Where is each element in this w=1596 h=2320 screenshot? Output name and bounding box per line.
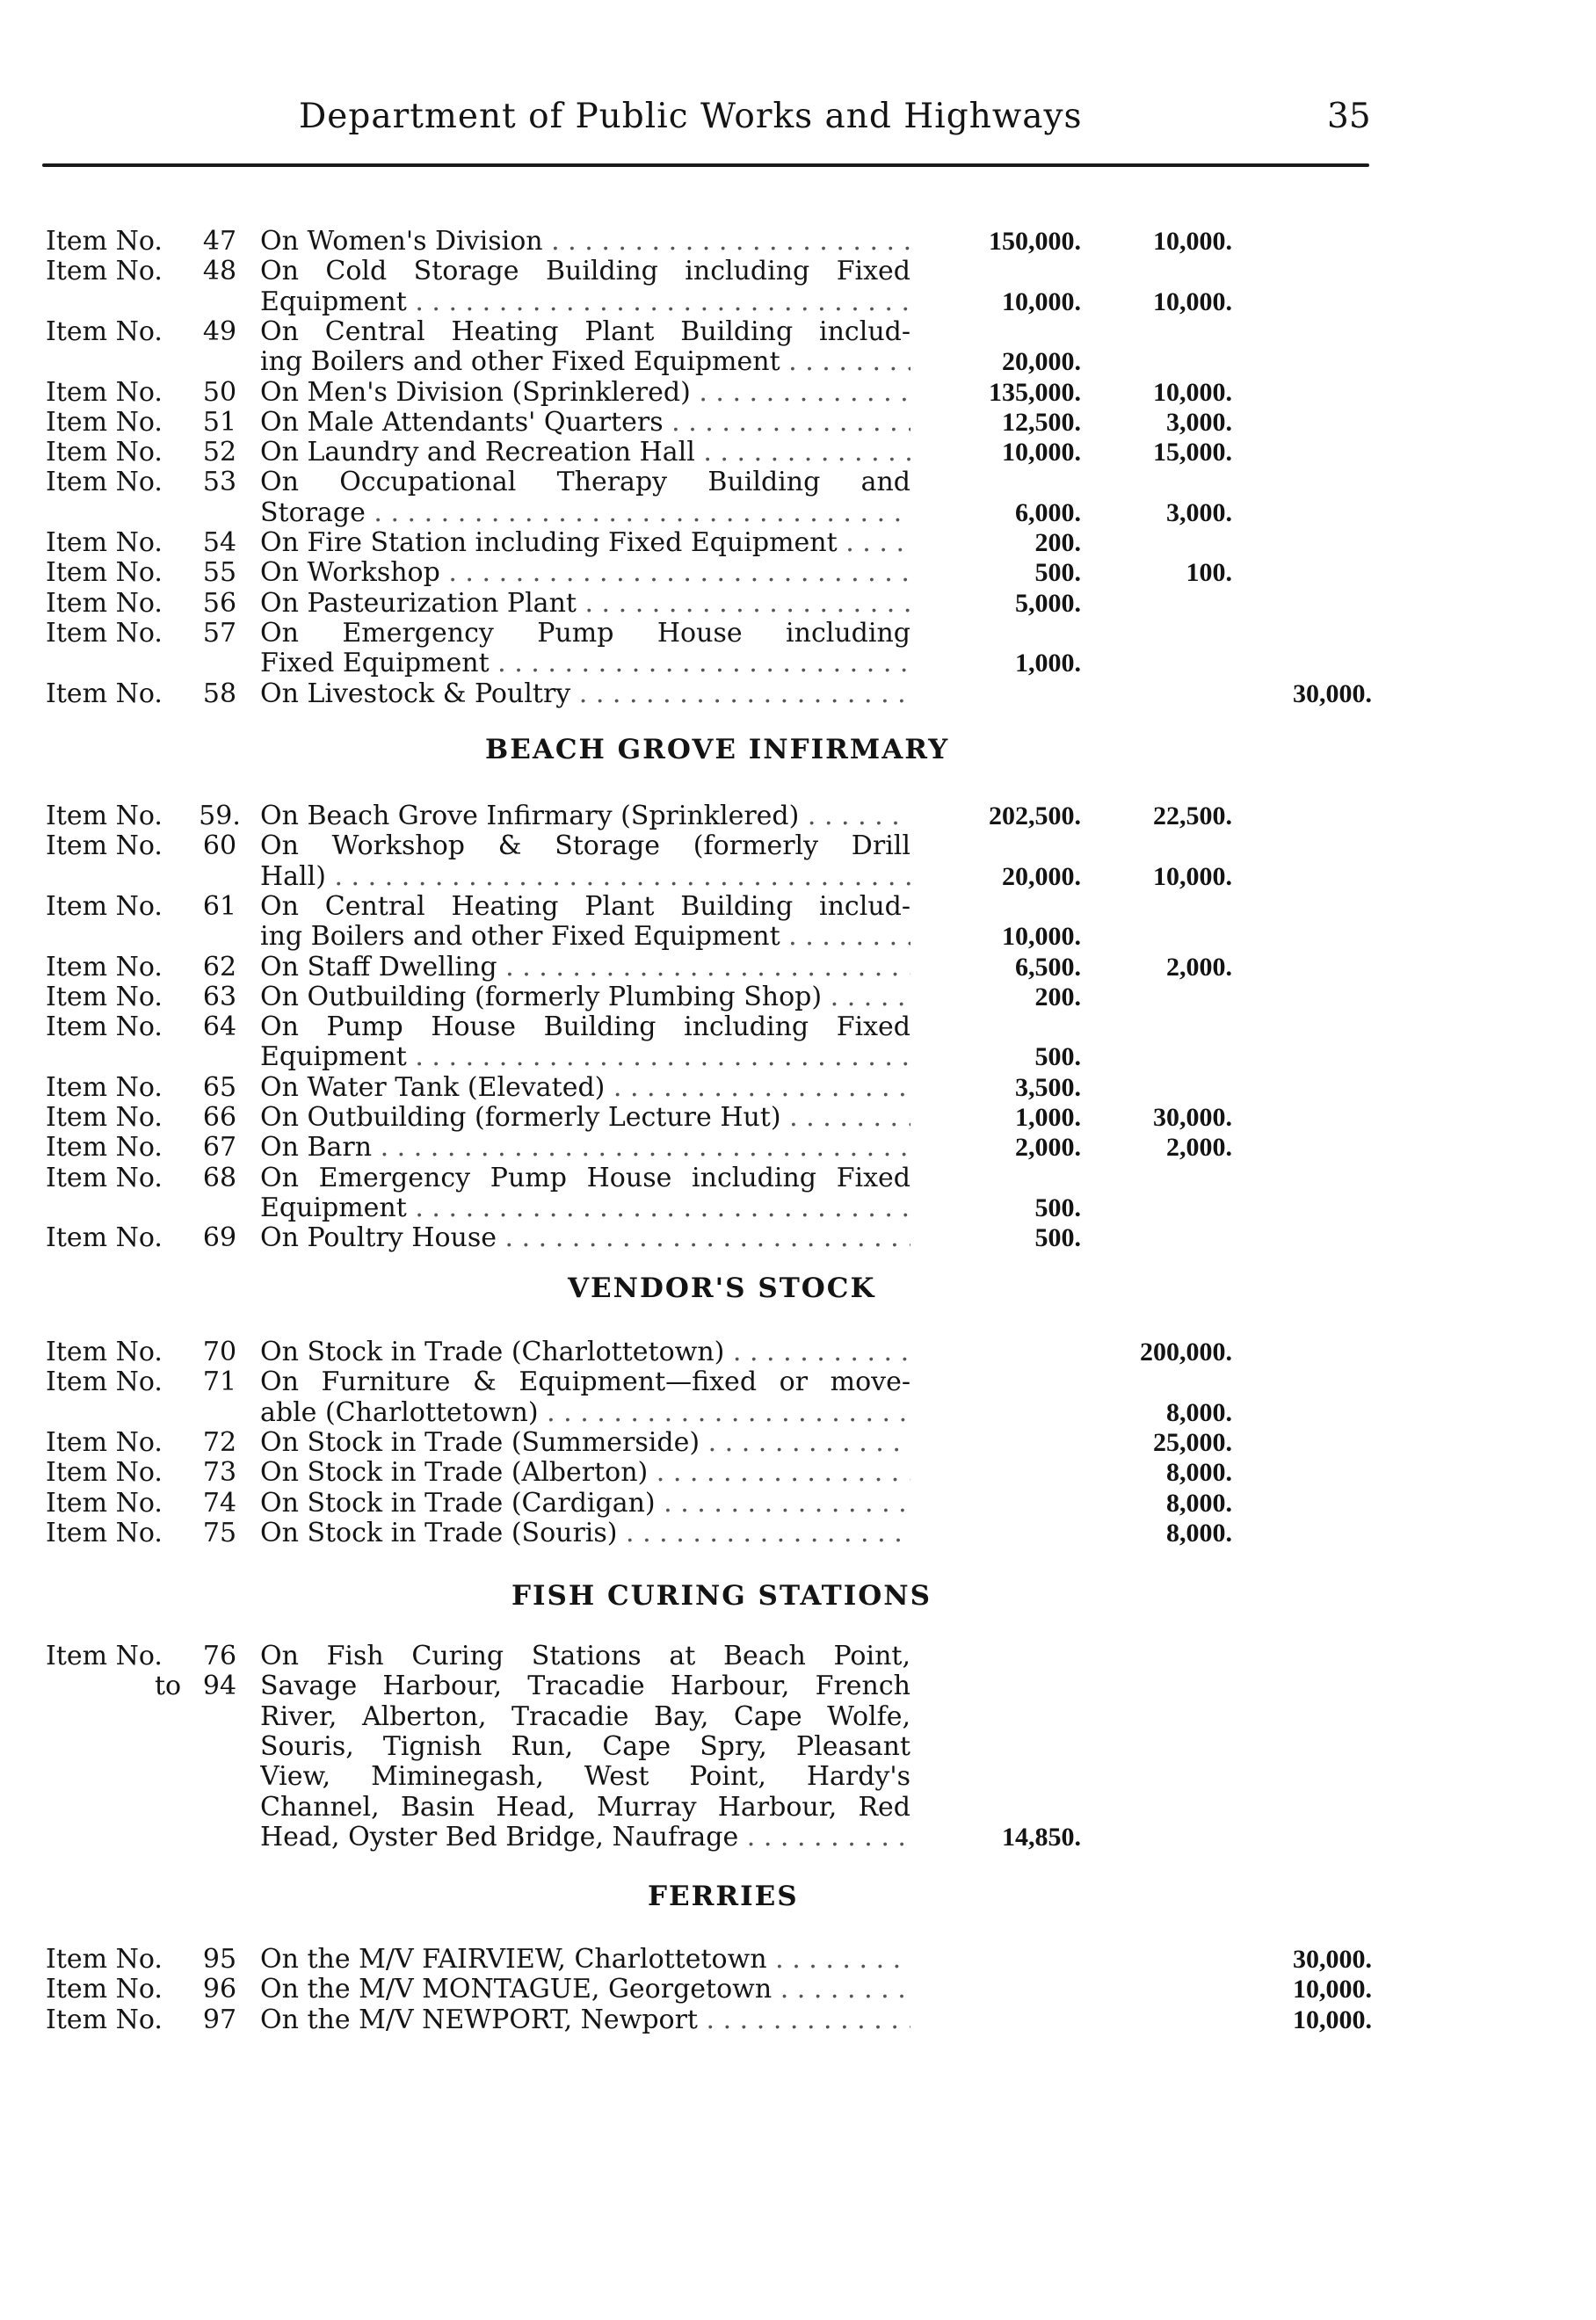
item-label: Item No. <box>46 1337 163 1367</box>
appropriation-row <box>0 982 1596 1012</box>
item-description: Channel, Basin Head, Murray Harbour, Red <box>260 1792 910 1823</box>
item-number: 68 <box>202 1162 237 1193</box>
appropriation-row <box>0 1367 1596 1397</box>
appropriation-row <box>0 1489 1596 1519</box>
item-description: Equipment . . . <box>260 287 910 317</box>
item-description: Souris, Tignish Run, Cape Spry, Pleasant <box>260 1731 910 1762</box>
appropriation-row-continuation <box>0 1732 1596 1762</box>
item-number: 59. <box>199 801 241 831</box>
item-number: 53 <box>202 467 237 498</box>
item-description: On Workshop & Storage (formerly Drill <box>260 831 910 862</box>
item-label: Item No. <box>46 1426 163 1458</box>
appropriation-row <box>0 1428 1596 1458</box>
appropriation-row <box>0 378 1596 408</box>
item-label: Item No. <box>46 801 163 831</box>
amount-c1: 10,000. <box>1002 922 1081 952</box>
amount-c1: 20,000. <box>1002 861 1081 891</box>
amount-c1: 14,850. <box>1002 1822 1081 1852</box>
item-label: Item No. <box>46 830 163 862</box>
amount-c2: 2,000. <box>1166 952 1232 982</box>
item-description: On Women's Division . . . <box>260 227 910 257</box>
item-description: On Stock in Trade (Summerside) . . . <box>260 1428 910 1458</box>
item-description: Equipment . . . <box>260 1042 910 1072</box>
item-label: Item No. <box>46 1974 163 2005</box>
item-description: On Laundry and Recreation Hall . . . <box>260 438 910 468</box>
appropriation-row <box>0 1012 1596 1042</box>
section-heading: BEACH GROVE INFIRMARY <box>485 734 950 765</box>
item-number: 49 <box>202 315 237 347</box>
item-label: Item No. <box>46 557 163 589</box>
item-description: On Occupational Therapy Building and <box>260 468 910 498</box>
appropriation-row <box>0 801 1596 831</box>
appropriation-row-continuation <box>0 1823 1596 1852</box>
item-description: On Stock in Trade (Alberton) . . . <box>260 1458 910 1488</box>
item-description: On Outbuilding (formerly Plumbing Shop) . . . <box>260 982 910 1012</box>
amount-c1: 3,500. <box>1015 1072 1081 1102</box>
item-number: 71 <box>202 1367 237 1398</box>
page-header <box>299 97 1371 149</box>
amount-c1: 10,000. <box>1002 438 1081 468</box>
item-label: Item No. <box>46 315 163 347</box>
item-number: 96 <box>202 1974 237 2005</box>
appropriation-row-continuation <box>0 1702 1596 1732</box>
appropriation-row-continuation <box>0 1042 1596 1072</box>
item-description: On Cold Storage Building including Fixed <box>260 257 910 287</box>
appropriation-row <box>0 679 1596 709</box>
item-label: Item No. <box>46 2004 163 2035</box>
page-title: Department of Public Works and Highways <box>299 97 1083 136</box>
appropriation-row <box>0 1338 1596 1367</box>
item-description: On Poultry House . . . <box>260 1223 910 1253</box>
appropriation-row <box>0 1945 1596 1975</box>
item-label: Item No. <box>46 527 163 558</box>
amount-c1: 500. <box>1034 558 1081 588</box>
amount-c2: 8,000. <box>1166 1518 1232 1548</box>
item-number: 56 <box>202 587 237 619</box>
amount-c2: 8,000. <box>1166 1458 1232 1488</box>
appropriation-row <box>0 528 1596 558</box>
item-description: On Emergency Pump House including <box>260 618 910 649</box>
item-number-end: 94 <box>202 1671 237 1702</box>
item-label: Item No. <box>46 467 163 498</box>
item-description: On Central Heating Plant Building includ- <box>260 316 910 347</box>
appropriation-row-continuation <box>0 922 1596 952</box>
appropriation-row <box>0 953 1596 982</box>
amount-c1: 135,000. <box>989 377 1081 407</box>
item-label: Item No. <box>46 437 163 468</box>
item-description: On Stock in Trade (Cardigan) . . . <box>260 1489 910 1519</box>
item-label: Item No. <box>46 1222 163 1254</box>
item-label: Item No. <box>46 981 163 1012</box>
item-label: Item No. <box>46 678 163 709</box>
amount-c1: 20,000. <box>1002 347 1081 377</box>
amount-c1: 500. <box>1034 1193 1081 1222</box>
amount-c3: 30,000. <box>1293 1945 1372 1974</box>
item-description: On Pasteurization Plant . . . <box>260 589 910 619</box>
amount-c3: 30,000. <box>1293 678 1372 708</box>
appropriation-row-continuation <box>0 1398 1596 1428</box>
item-number: 50 <box>202 376 237 408</box>
item-description: View, Miminegash, West Point, Hardy's <box>260 1762 910 1793</box>
item-number: 95 <box>202 1944 237 1975</box>
item-number: 74 <box>202 1487 237 1519</box>
item-number: 67 <box>202 1132 237 1164</box>
item-description: On Stock in Trade (Charlottetown) . . . <box>260 1338 910 1367</box>
amount-c1: 6,500. <box>1015 952 1081 982</box>
item-number: 48 <box>202 256 237 287</box>
amount-c1: 1,000. <box>1015 1103 1081 1132</box>
item-number: 69 <box>202 1222 237 1254</box>
item-number: 97 <box>202 2004 237 2035</box>
item-label: Item No. <box>46 376 163 408</box>
appropriation-row <box>0 619 1596 649</box>
item-number: 64 <box>202 1011 237 1043</box>
appropriation-row <box>0 2005 1596 2035</box>
amount-c1: 500. <box>1034 1223 1081 1253</box>
item-label: Item No. <box>46 1487 163 1519</box>
appropriation-row <box>0 589 1596 619</box>
item-description: On Workshop . . . <box>260 558 910 588</box>
appropriation-row <box>0 257 1596 286</box>
appropriation-row-continuation <box>0 1671 1596 1701</box>
appropriation-row <box>0 1073 1596 1103</box>
appropriation-row-continuation <box>0 649 1596 678</box>
item-label: Item No. <box>46 1102 163 1133</box>
section-heading: FISH CURING STATIONS <box>511 1580 932 1612</box>
appropriation-row-continuation <box>0 1762 1596 1792</box>
item-label: Item No. <box>46 890 163 922</box>
appropriation-row <box>0 1642 1596 1671</box>
item-number: 66 <box>202 1102 237 1133</box>
item-number: 63 <box>202 981 237 1012</box>
item-number: 62 <box>202 951 237 982</box>
item-label: Item No. <box>46 587 163 619</box>
appropriation-row-continuation <box>0 498 1596 528</box>
appropriation-row <box>0 317 1596 347</box>
item-description: On Stock in Trade (Souris) . . . <box>260 1519 910 1548</box>
amount-c2: 200,000. <box>1140 1338 1232 1367</box>
amount-c2: 22,500. <box>1153 801 1232 830</box>
item-label: Item No. <box>46 1162 163 1193</box>
item-number: 65 <box>202 1071 237 1103</box>
item-number: 58 <box>202 678 237 709</box>
amount-c1: 150,000. <box>989 227 1081 256</box>
amount-c1: 12,500. <box>1002 407 1081 437</box>
section-heading: VENDOR'S STOCK <box>568 1272 876 1304</box>
item-description: On Fish Curing Stations at Beach Point, <box>260 1642 910 1671</box>
amount-c2: 100. <box>1186 558 1232 588</box>
item-label: Item No. <box>46 406 163 438</box>
amount-c2: 15,000. <box>1153 438 1232 468</box>
item-description: Storage . . . <box>260 498 910 528</box>
item-description: Head, Oyster Bed Bridge, Naufrage . . . <box>260 1823 910 1852</box>
amount-c1: 500. <box>1034 1042 1081 1072</box>
item-label: Item No. <box>46 256 163 287</box>
appropriation-row <box>0 1103 1596 1133</box>
item-number: 47 <box>202 226 237 257</box>
item-label: Item No. <box>46 617 163 649</box>
appropriation-row-continuation <box>0 1793 1596 1823</box>
item-label: Item No. <box>46 1071 163 1103</box>
appropriation-row <box>0 831 1596 861</box>
item-description: On Men's Division (Sprinklered) . . . <box>260 378 910 408</box>
appropriation-row <box>0 1133 1596 1163</box>
amount-c2: 10,000. <box>1153 377 1232 407</box>
item-description: On the M/V MONTAGUE, Georgetown . . . <box>260 1975 910 2005</box>
item-description: River, Alberton, Tracadie Bay, Cape Wolfe, <box>260 1701 910 1732</box>
appropriation-row <box>0 227 1596 257</box>
item-label: Item No. <box>46 1011 163 1043</box>
item-description: Equipment . . . <box>260 1193 910 1223</box>
item-description: On Pump House Building including Fixed <box>260 1012 910 1043</box>
item-description: On Male Attendants' Quarters . . . <box>260 408 910 438</box>
item-range-to: to <box>155 1671 182 1702</box>
appropriation-row <box>0 892 1596 922</box>
item-label: Item No. <box>46 1457 163 1489</box>
item-label: Item No. <box>46 951 163 982</box>
item-number: 72 <box>202 1426 237 1458</box>
amount-c1: 10,000. <box>1002 286 1081 316</box>
amount-c2: 8,000. <box>1166 1488 1232 1518</box>
item-number: 57 <box>202 617 237 649</box>
item-description: Fixed Equipment . . . <box>260 649 910 678</box>
appropriation-row <box>0 1164 1596 1193</box>
item-label: Item No. <box>46 1944 163 1975</box>
amount-c2: 8,000. <box>1166 1397 1232 1427</box>
amount-c1: 200. <box>1034 528 1081 557</box>
item-description: On Emergency Pump House including Fixed <box>260 1163 910 1193</box>
amount-c2: 3,000. <box>1166 407 1232 437</box>
item-number: 51 <box>202 406 237 438</box>
appropriation-row-continuation <box>0 1193 1596 1223</box>
item-number: 76 <box>202 1641 237 1671</box>
header-rule <box>42 163 1369 167</box>
item-description: On Fire Station including Fixed Equipment . . . <box>260 528 910 558</box>
item-number: 52 <box>202 437 237 468</box>
amount-c1: 5,000. <box>1015 588 1081 618</box>
amount-c2: 25,000. <box>1153 1427 1232 1457</box>
item-description: On Livestock & Poultry . . . <box>260 679 910 709</box>
amount-c1: 2,000. <box>1015 1133 1081 1163</box>
amount-c1: 200. <box>1034 982 1081 1011</box>
item-number: 60 <box>202 830 237 862</box>
item-description: On the M/V NEWPORT, Newport . . . <box>260 2005 910 2035</box>
appropriation-row-continuation <box>0 862 1596 892</box>
amount-c2: 2,000. <box>1166 1133 1232 1163</box>
appropriation-row-continuation <box>0 287 1596 317</box>
item-label: Item No. <box>46 1517 163 1548</box>
item-description: On Outbuilding (formerly Lecture Hut) . . . <box>260 1103 910 1133</box>
item-description: Hall) . . . <box>260 862 910 892</box>
item-description: On Barn . . . <box>260 1133 910 1163</box>
item-number: 70 <box>202 1337 237 1367</box>
amount-c3: 10,000. <box>1293 1975 1372 2005</box>
appropriation-row <box>0 1519 1596 1548</box>
appropriation-row <box>0 1458 1596 1488</box>
item-description: On Staff Dwelling . . . <box>260 953 910 982</box>
amount-c3: 10,000. <box>1293 2005 1372 2034</box>
item-number: 61 <box>202 890 237 922</box>
item-number: 75 <box>202 1517 237 1548</box>
amount-c1: 6,000. <box>1015 497 1081 527</box>
item-description: On Beach Grove Infirmary (Sprinklered) . . . <box>260 801 910 831</box>
amount-c1: 1,000. <box>1015 649 1081 678</box>
amount-c2: 30,000. <box>1153 1103 1232 1132</box>
appropriation-row <box>0 408 1596 438</box>
amount-c2: 10,000. <box>1153 227 1232 256</box>
item-description: On Furniture & Equipment—fixed or move- <box>260 1367 910 1398</box>
item-label: Item No. <box>46 226 163 257</box>
appropriation-row-continuation <box>0 347 1596 377</box>
item-number: 55 <box>202 557 237 589</box>
appropriation-row <box>0 558 1596 588</box>
item-description: On the M/V FAIRVIEW, Charlottetown . . . <box>260 1945 910 1975</box>
page-number: 35 <box>1327 97 1371 136</box>
amount-c2: 10,000. <box>1153 861 1232 891</box>
appropriation-row <box>0 1975 1596 2005</box>
item-label: Item No. <box>46 1367 163 1398</box>
section-heading: FERRIES <box>648 1881 799 1912</box>
amount-c1: 202,500. <box>989 801 1081 830</box>
amount-c2: 3,000. <box>1166 497 1232 527</box>
item-description: On Water Tank (Elevated) . . . <box>260 1073 910 1103</box>
item-label: Item No. <box>46 1641 163 1671</box>
item-number: 73 <box>202 1457 237 1489</box>
appropriation-row <box>0 1223 1596 1253</box>
item-description: ing Boilers and other Fixed Equipment . . . <box>260 347 910 377</box>
item-description: Savage Harbour, Tracadie Harbour, French <box>260 1671 910 1702</box>
appropriation-row <box>0 468 1596 497</box>
amount-c2: 10,000. <box>1153 286 1232 316</box>
item-description: ing Boilers and other Fixed Equipment . . . <box>260 922 910 952</box>
item-description: On Central Heating Plant Building includ- <box>260 891 910 922</box>
item-number: 54 <box>202 527 237 558</box>
appropriation-row <box>0 438 1596 468</box>
item-label: Item No. <box>46 1132 163 1164</box>
item-description: able (Charlottetown) . . . <box>260 1398 910 1428</box>
